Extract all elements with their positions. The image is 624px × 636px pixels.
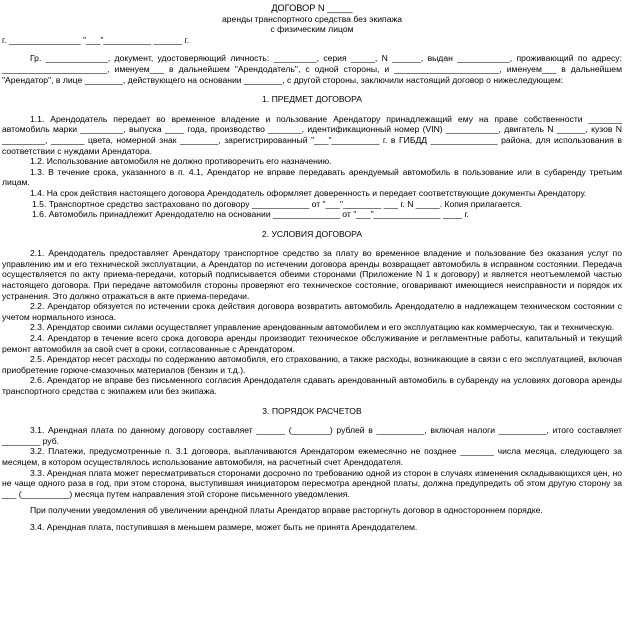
clause-1-3: 1.3. В течение срока, указанного в п. 4.1, Арендатор не вправе передавать арендуемый автомобиль в пользование или в субаренду третьим лицам. <box>2 166 622 188</box>
clause-3-3: 3.3. Арендная плата может пересматриваться сторонами досрочно по требованию одной из сторон в случаях изменения складывающихся цен, но не чаще одного раза в год, при этом сторона, выступившая инициатором пересмотра арендной платы, должна предупредить об этом другую сторону за ___ (__________) месяца путем направления этой стороне письменного уведомления. <box>2 467 622 499</box>
section-1-heading: 1. ПРЕДМЕТ ДОГОВОРА <box>262 94 362 105</box>
place-date-line: г. _______________ "___"__________ ______ г. <box>2 34 190 45</box>
clause-1-1: 1.1. Арендодатель передает во временное владение и пользование Арендатору принадлежащий ему на праве собственности _______ автомобиль марки _________, выпуска ____ года, производство _______, идентификационный номер (VIN) ___________, двигатель N ______, кузов N _________, _______ цвета, номерной знак ________, зарегистрированный "___"__________ г. в ГИБДД ______________ района, для использования в соответствии с нуждами Арендатора. <box>2 113 622 156</box>
clause-1-5: 1.5. Транспортное средство застраховано по договору ____________ от "___"________ ___ г. N _____. Копия прилагается. <box>32 198 523 209</box>
clause-2-2: 2.2. Арендатор обязуется по истечении срока действия договора возвратить автомобиль Арендодателю в надлежащем техническом состоянии с учетом нормального износа. <box>2 301 622 322</box>
clause-2-5: 2.5. Арендатор несет расходы по содержанию автомобиля, его страхованию, а также расходы, возникающие в связи с его эксплуатацией, включая приобретение горюче-смазочных материалов (бензин и т.д.). <box>2 354 622 375</box>
clause-3-1: 3.1. Арендная плата по данному договору составляет ______ (________) рублей в __________, включая налоги __________, итого составляет ________ руб. <box>2 425 622 446</box>
clause-2-6: 2.6. Арендатор не вправе без письменного согласия Арендодателя сдавать арендованный автомобиль в субаренду на условиях договора аренды транспортного средства с экипажем или без экипажа. <box>2 375 622 396</box>
clause-3-4: 3.4. Арендная плата, поступившая в меньшем размере, может быть не принята Арендодателем. <box>30 521 418 532</box>
clause-1-2: 1.2. Использование автомобиля не должно противоречить его назначению. <box>30 156 332 167</box>
clause-1-4: 1.4. На срок действия настоящего договора Арендодатель оформляет доверенность и передает соответствующие документы Арендатору. <box>30 187 587 198</box>
clause-1-6: 1.6. Автомобиль принадлежит Арендодателю на основании ______________ от "___"______________ ____ г. <box>32 209 469 220</box>
contract-subtitle-1: аренды транспортного средства без экипажа <box>222 13 402 24</box>
section-3-heading: 3. ПОРЯДОК РАСЧЕТОВ <box>262 405 362 416</box>
clause-2-1: 2.1. Арендодатель предоставляет Арендатору транспортное средство за плату во временное владение и пользование без оказания услуг по управлению им и его технической эксплуатации, а Арендатор по истечении договора аренды возвращает автомобиль в исправном состоянии. Передача осуществляется по акту приема-передачи, который подписывается обеими сторонами (Приложение N 1 к договору) и является неотъемлемой частью настоящего договора. При передаче автомобиля стороны проверяют его техническое состояние, оговаривают имеющиеся неисправности и порядок их устранения. Это должно отражаться в акте приема-передачи. <box>2 248 622 301</box>
clause-2-4: 2.4. Арендатор в течение всего срока договора аренды производит техническое обслуживание и регламентные работы, капитальный и текущий ремонт автомобиля за свой счет в сроки, согласованные с Арендатором. <box>2 333 622 354</box>
intro-paragraph: Гр. _____________, документ, удостоверяющий личность: _________, серия _____, N ______, выдан ___________, проживающий по адресу: ______________________, именуем___ в дальнейшем "Арендодатель", с одной стороны, и ______________________, именуем___ в дальнейшем "Арендатор", в лице ________, действующего на основании ________, с другой стороны, заключили настоящий договор о нижеследующем: <box>2 53 622 85</box>
clause-2-3: 2.3. Арендатор своими силами осуществляет управление арендованным автомобилем и его эксплуатацию как коммерческую, так и техническую. <box>30 322 615 333</box>
clause-3-3-note: При получении уведомления об увеличении арендной платы Арендатор вправе расторгнуть договор в одностороннем порядке. <box>30 505 543 516</box>
section-2-heading: 2. УСЛОВИЯ ДОГОВОРА <box>261 228 363 239</box>
contract-subtitle-2: с физическим лицом <box>270 24 354 35</box>
contract-title: ДОГОВОР N _____ <box>271 3 353 13</box>
clause-3-2: 3.2. Платежи, предусмотренные п. 3.1 договора, выплачиваются Арендатором ежемесячно не позднее _______ числа месяца, следующего за месяцем, в котором осуществлялось использование автомобиля, на расчетный счет Арендодателя. <box>2 446 622 467</box>
